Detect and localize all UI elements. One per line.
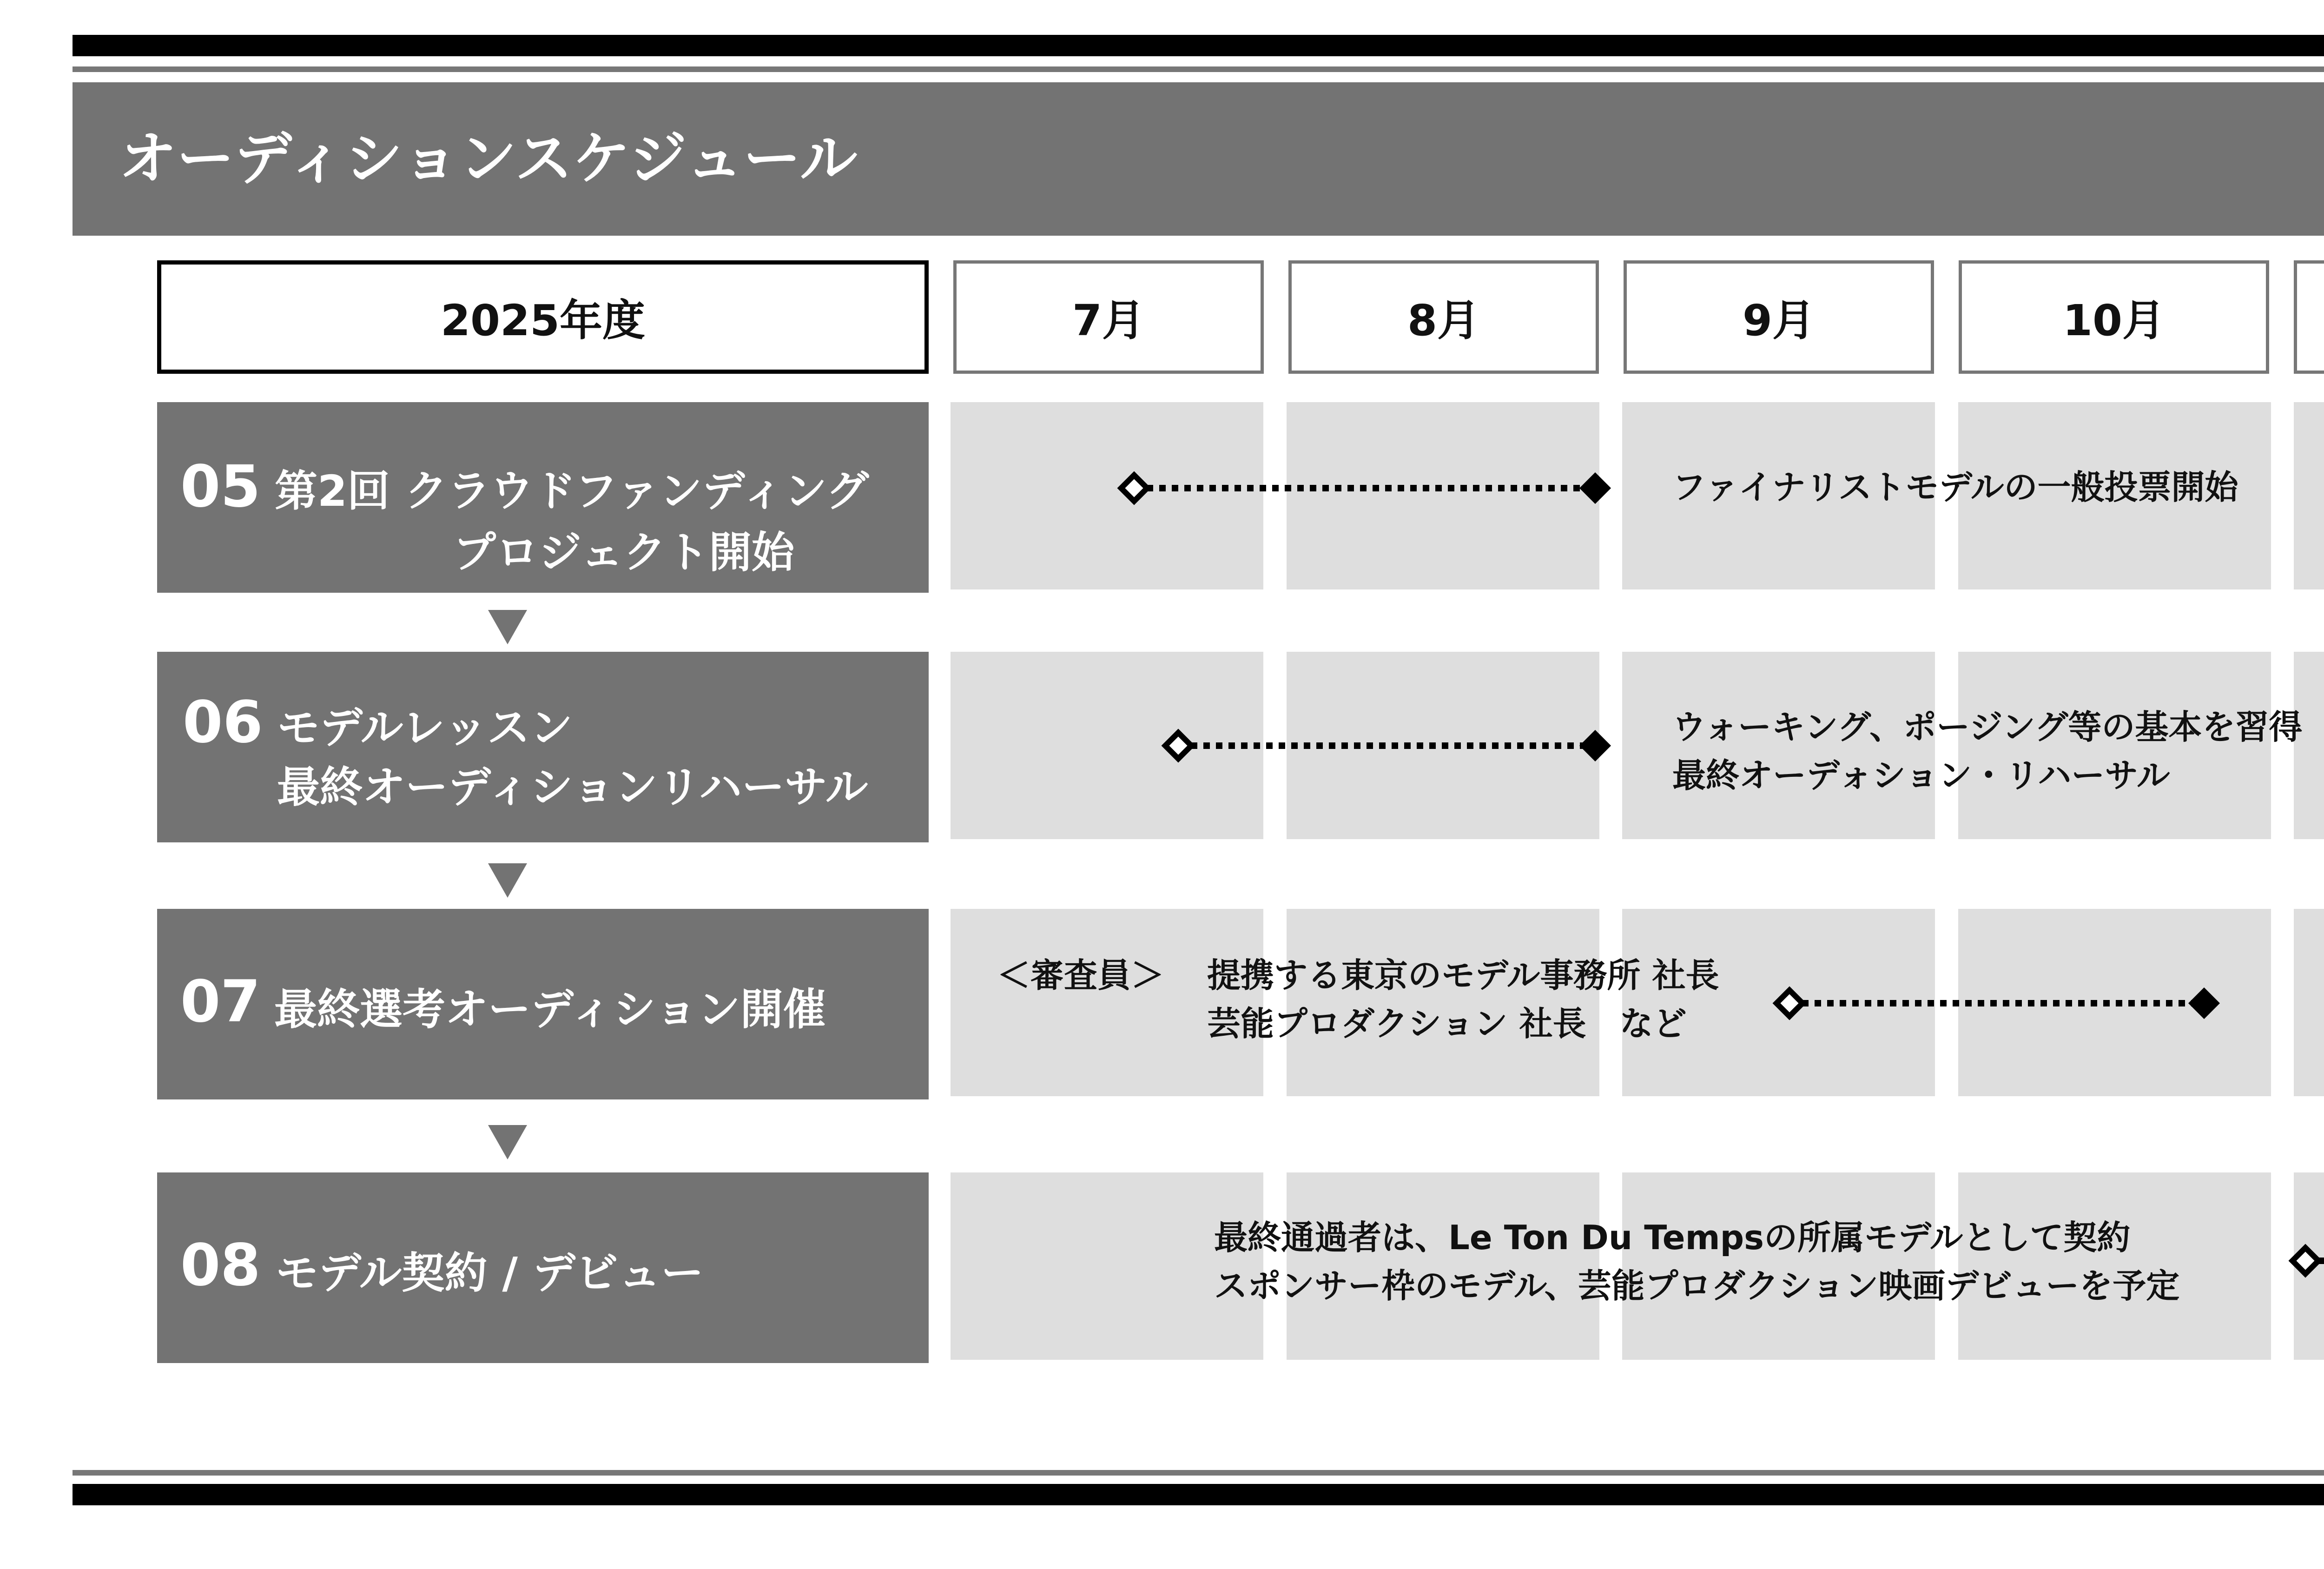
start-diamond-icon [1165,733,1191,759]
month-header-jul: 7月 [953,260,1264,374]
step-title-line1: 最終選考オーディション開催 [274,985,826,1034]
note-line: 芸能プロダクション 社長 など [1207,1004,1687,1043]
note-06 [1672,703,2302,800]
note-line: ファイナリストモデルの一般投票開始 [1672,468,2238,507]
step-title-line1: 第2回 クラウドファンディング [275,466,869,516]
step-title-line2: 最終オーディションリハーサル [277,762,868,812]
note-line: 最終通過者は、Le Ton Du Tempsの所属モデルとして契約 [1214,1218,2131,1257]
note-line: 最終オーデォション・リハーサル [1672,756,2170,795]
step-number: 05 [180,453,261,520]
end-diamond-icon [1579,730,1611,761]
step-number: 08 [180,1232,261,1299]
end-diamond-icon [2188,987,2220,1019]
start-diamond-icon [1121,475,1147,501]
year-header: 2025年度 [157,260,929,374]
start-diamond-icon [1776,990,1802,1016]
step-number: 07 [180,968,261,1035]
note-08 [1214,1213,2179,1310]
month-header-oct: 10月 [1959,260,2269,374]
step-title-line1: モデル契約 / デビュー [276,1248,704,1298]
note-label: ＜審査員＞ [997,956,1165,995]
note-line: スポンサー枠のモデル、芸能プロダクション映画デビューを予定 [1214,1266,2180,1305]
note-05 [1672,463,2238,511]
note-line: ウォーキング、ポージング等の基本を習得 [1672,708,2303,747]
month-header-aug: 8月 [1288,260,1599,374]
step-title-line1: モデルレッスン [277,703,573,753]
start-diamond-icon [2292,1248,2318,1274]
page-title: オーディションスケジュール [119,126,858,192]
bottom-rule-thin [73,1470,2324,1476]
step-title-line2: プロジェクト開始 [453,528,795,577]
note-07-label [997,951,1164,1000]
step-number: 06 [183,689,263,756]
note-07 [1207,951,1719,1048]
end-diamond-icon [1579,472,1611,504]
note-line: 提携する東京のモデル事務所 社長 [1207,956,1719,995]
month-header-sep: 9月 [1624,260,1934,374]
bottom-rule-thick [73,1484,2324,1505]
